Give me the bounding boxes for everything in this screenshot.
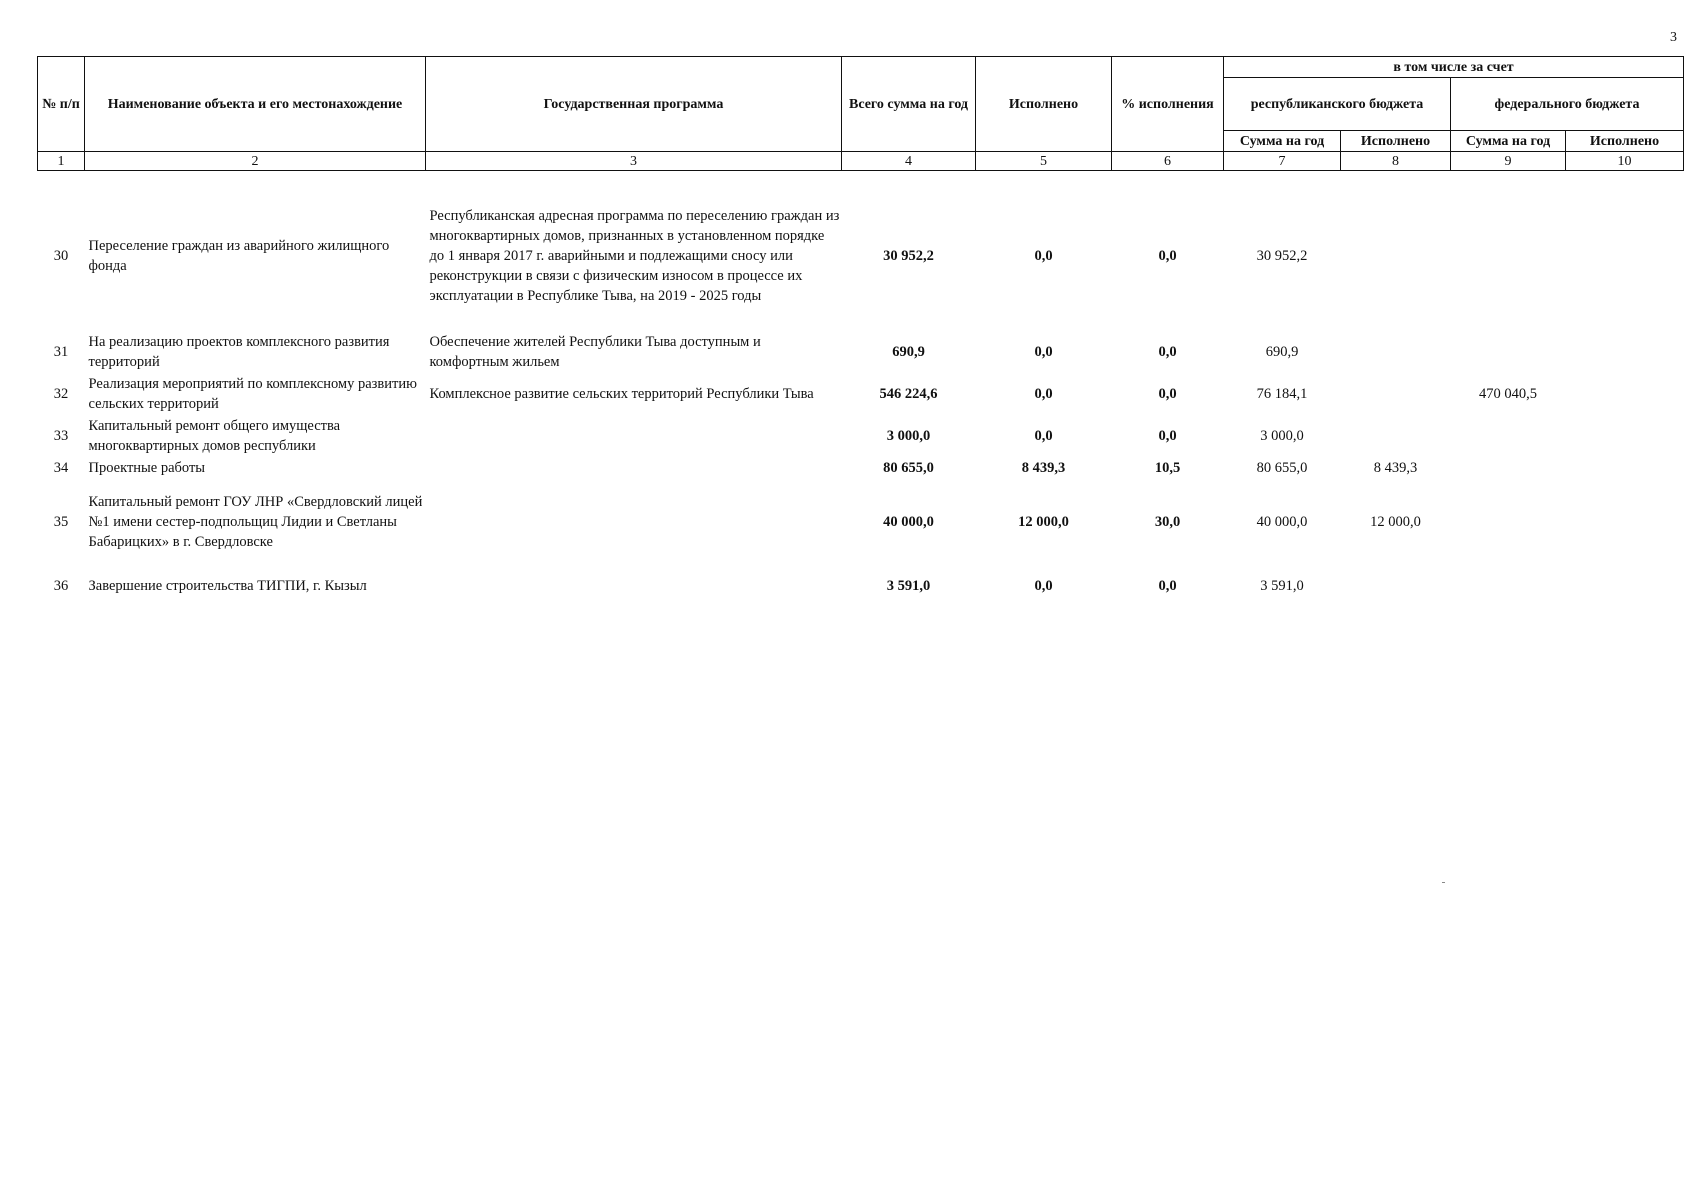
federal-sum: [1451, 565, 1566, 607]
republic-executed: 8 439,3: [1373, 460, 1418, 476]
republic-sum: 3 000,0: [1260, 428, 1304, 444]
header-object-name: Наименование объекта и его местонахождение: [85, 57, 426, 152]
row-number: 31: [53, 344, 69, 360]
federal-sum: [1451, 457, 1566, 479]
republic-sum: 76 184,1: [1256, 386, 1308, 402]
table-header: [38, 57, 1684, 171]
executed: 12 000,0: [1018, 514, 1069, 530]
page-number: 3: [1670, 30, 1677, 45]
row-number: 32: [53, 386, 69, 402]
republic-executed: [1341, 331, 1451, 373]
table-row: [38, 415, 1684, 457]
federal-executed: [1566, 479, 1684, 565]
object-name: Завершение строительства ТИГПИ, г. Кызыл: [88, 578, 367, 594]
column-number: 6: [1112, 152, 1224, 171]
percent-executed: 0,0: [1158, 578, 1177, 594]
column-number: 8: [1341, 152, 1451, 171]
state-program: [426, 479, 842, 565]
percent-executed: 0,0: [1158, 248, 1177, 264]
header-percent: % исполнения: [1112, 57, 1224, 152]
table-row: [38, 457, 1684, 479]
object-name: Капитальный ремонт общего имущества многоквартирных домов республики: [88, 418, 341, 454]
row-number: 33: [53, 428, 69, 444]
table-body: [38, 171, 1684, 608]
header-num: № п/п: [38, 57, 85, 152]
executed: 0,0: [1034, 248, 1053, 264]
executed: 0,0: [1034, 386, 1053, 402]
federal-sum: [1451, 415, 1566, 457]
state-program: [426, 415, 842, 457]
table-row: [38, 565, 1684, 607]
column-number: 4: [842, 152, 976, 171]
executed: 0,0: [1034, 578, 1053, 594]
column-number-row: [38, 152, 1684, 171]
percent-executed: 0,0: [1158, 428, 1177, 444]
republic-executed: [1341, 373, 1451, 415]
column-number: 10: [1566, 152, 1684, 171]
header-republic-budget: республиканского бюджета: [1224, 78, 1451, 131]
row-number: 30: [53, 248, 69, 264]
federal-executed: [1566, 331, 1684, 373]
federal-executed: [1566, 565, 1684, 607]
object-name: Капитальный ремонт ГОУ ЛНР «Свердловский лицей №1 имени сестер-подпольщиц Лидии и Светланы Бабарицких» в г. Свердловске: [88, 494, 423, 550]
total-sum: 546 224,6: [879, 386, 938, 402]
executed: 0,0: [1034, 428, 1053, 444]
federal-executed: [1566, 181, 1684, 331]
state-program: [426, 565, 842, 607]
total-sum: 40 000,0: [883, 514, 934, 530]
state-program: Обеспечение жителей Республики Тыва доступным и комфортным жильем: [429, 334, 761, 370]
state-program: Комплексное развитие сельских территорий Республики Тыва: [429, 386, 814, 402]
total-sum: 690,9: [892, 344, 925, 360]
header-rep-executed: Исполнено: [1341, 131, 1451, 152]
row-number: 36: [53, 578, 69, 594]
executed: 0,0: [1034, 344, 1053, 360]
column-number: 2: [85, 152, 426, 171]
column-number: 9: [1451, 152, 1566, 171]
header-including: в том числе за счет: [1224, 57, 1684, 78]
state-program: [426, 457, 842, 479]
header-federal-budget: федерального бюджета: [1451, 78, 1684, 131]
table-row: [38, 373, 1684, 415]
row-number: 34: [53, 460, 69, 476]
total-sum: 3 591,0: [886, 578, 931, 594]
republic-executed: [1341, 415, 1451, 457]
federal-sum: [1451, 331, 1566, 373]
republic-sum: 690,9: [1265, 344, 1299, 360]
table-row: [38, 181, 1684, 331]
column-number: 5: [976, 152, 1112, 171]
federal-executed: [1566, 415, 1684, 457]
header-fed-executed: Исполнено: [1566, 131, 1684, 152]
republic-sum: 3 591,0: [1260, 578, 1304, 594]
header-total-sum: Всего сумма на год: [842, 57, 976, 152]
percent-executed: 10,5: [1154, 460, 1181, 476]
object-name: Переселение граждан из аварийного жилищного фонда: [88, 238, 390, 274]
object-name: На реализацию проектов комплексного развития территорий: [88, 334, 390, 370]
report-table: [37, 56, 1684, 607]
object-name: Реализация мероприятий по комплексному развитию сельских территорий: [88, 376, 417, 412]
percent-executed: 0,0: [1158, 344, 1177, 360]
header-state-program: Государственная программа: [426, 57, 842, 152]
republic-sum: 40 000,0: [1256, 514, 1308, 530]
header-fed-sum-year: Сумма на год: [1451, 131, 1566, 152]
republic-executed: 12 000,0: [1370, 514, 1421, 530]
table-row: [38, 479, 1684, 565]
state-program: Республиканская адресная программа по переселению граждан из многоквартирных домов, признанных в установленном порядке до 1 января 2017 г. аварийными и подлежащими сносу или реконструкции в связи с физическим износом в процессе их эксплуатации в Республике Тыва, на 2019 - 2025 годы: [429, 208, 840, 304]
republic-sum: 30 952,2: [1256, 248, 1308, 264]
executed: 8 439,3: [1021, 460, 1066, 476]
scan-speck: [1442, 882, 1445, 883]
federal-sum: [1451, 479, 1566, 565]
republic-executed: [1341, 565, 1451, 607]
federal-executed: [1566, 373, 1684, 415]
federal-sum: 470 040,5: [1479, 386, 1537, 402]
column-number: 7: [1224, 152, 1341, 171]
total-sum: 30 952,2: [883, 248, 934, 264]
percent-executed: 30,0: [1154, 514, 1181, 530]
header-rep-sum-year: Сумма на год: [1224, 131, 1341, 152]
republic-executed: [1341, 181, 1451, 331]
total-sum: 3 000,0: [886, 428, 931, 444]
column-number: 3: [426, 152, 842, 171]
federal-executed: [1566, 457, 1684, 479]
header-executed: Исполнено: [976, 57, 1112, 152]
table-row: [38, 331, 1684, 373]
object-name: Проектные работы: [88, 460, 206, 476]
federal-sum: [1451, 181, 1566, 331]
column-number: 1: [38, 152, 85, 171]
republic-sum: 80 655,0: [1256, 460, 1308, 476]
percent-executed: 0,0: [1158, 386, 1177, 402]
row-number: 35: [53, 514, 69, 530]
total-sum: 80 655,0: [883, 460, 934, 476]
